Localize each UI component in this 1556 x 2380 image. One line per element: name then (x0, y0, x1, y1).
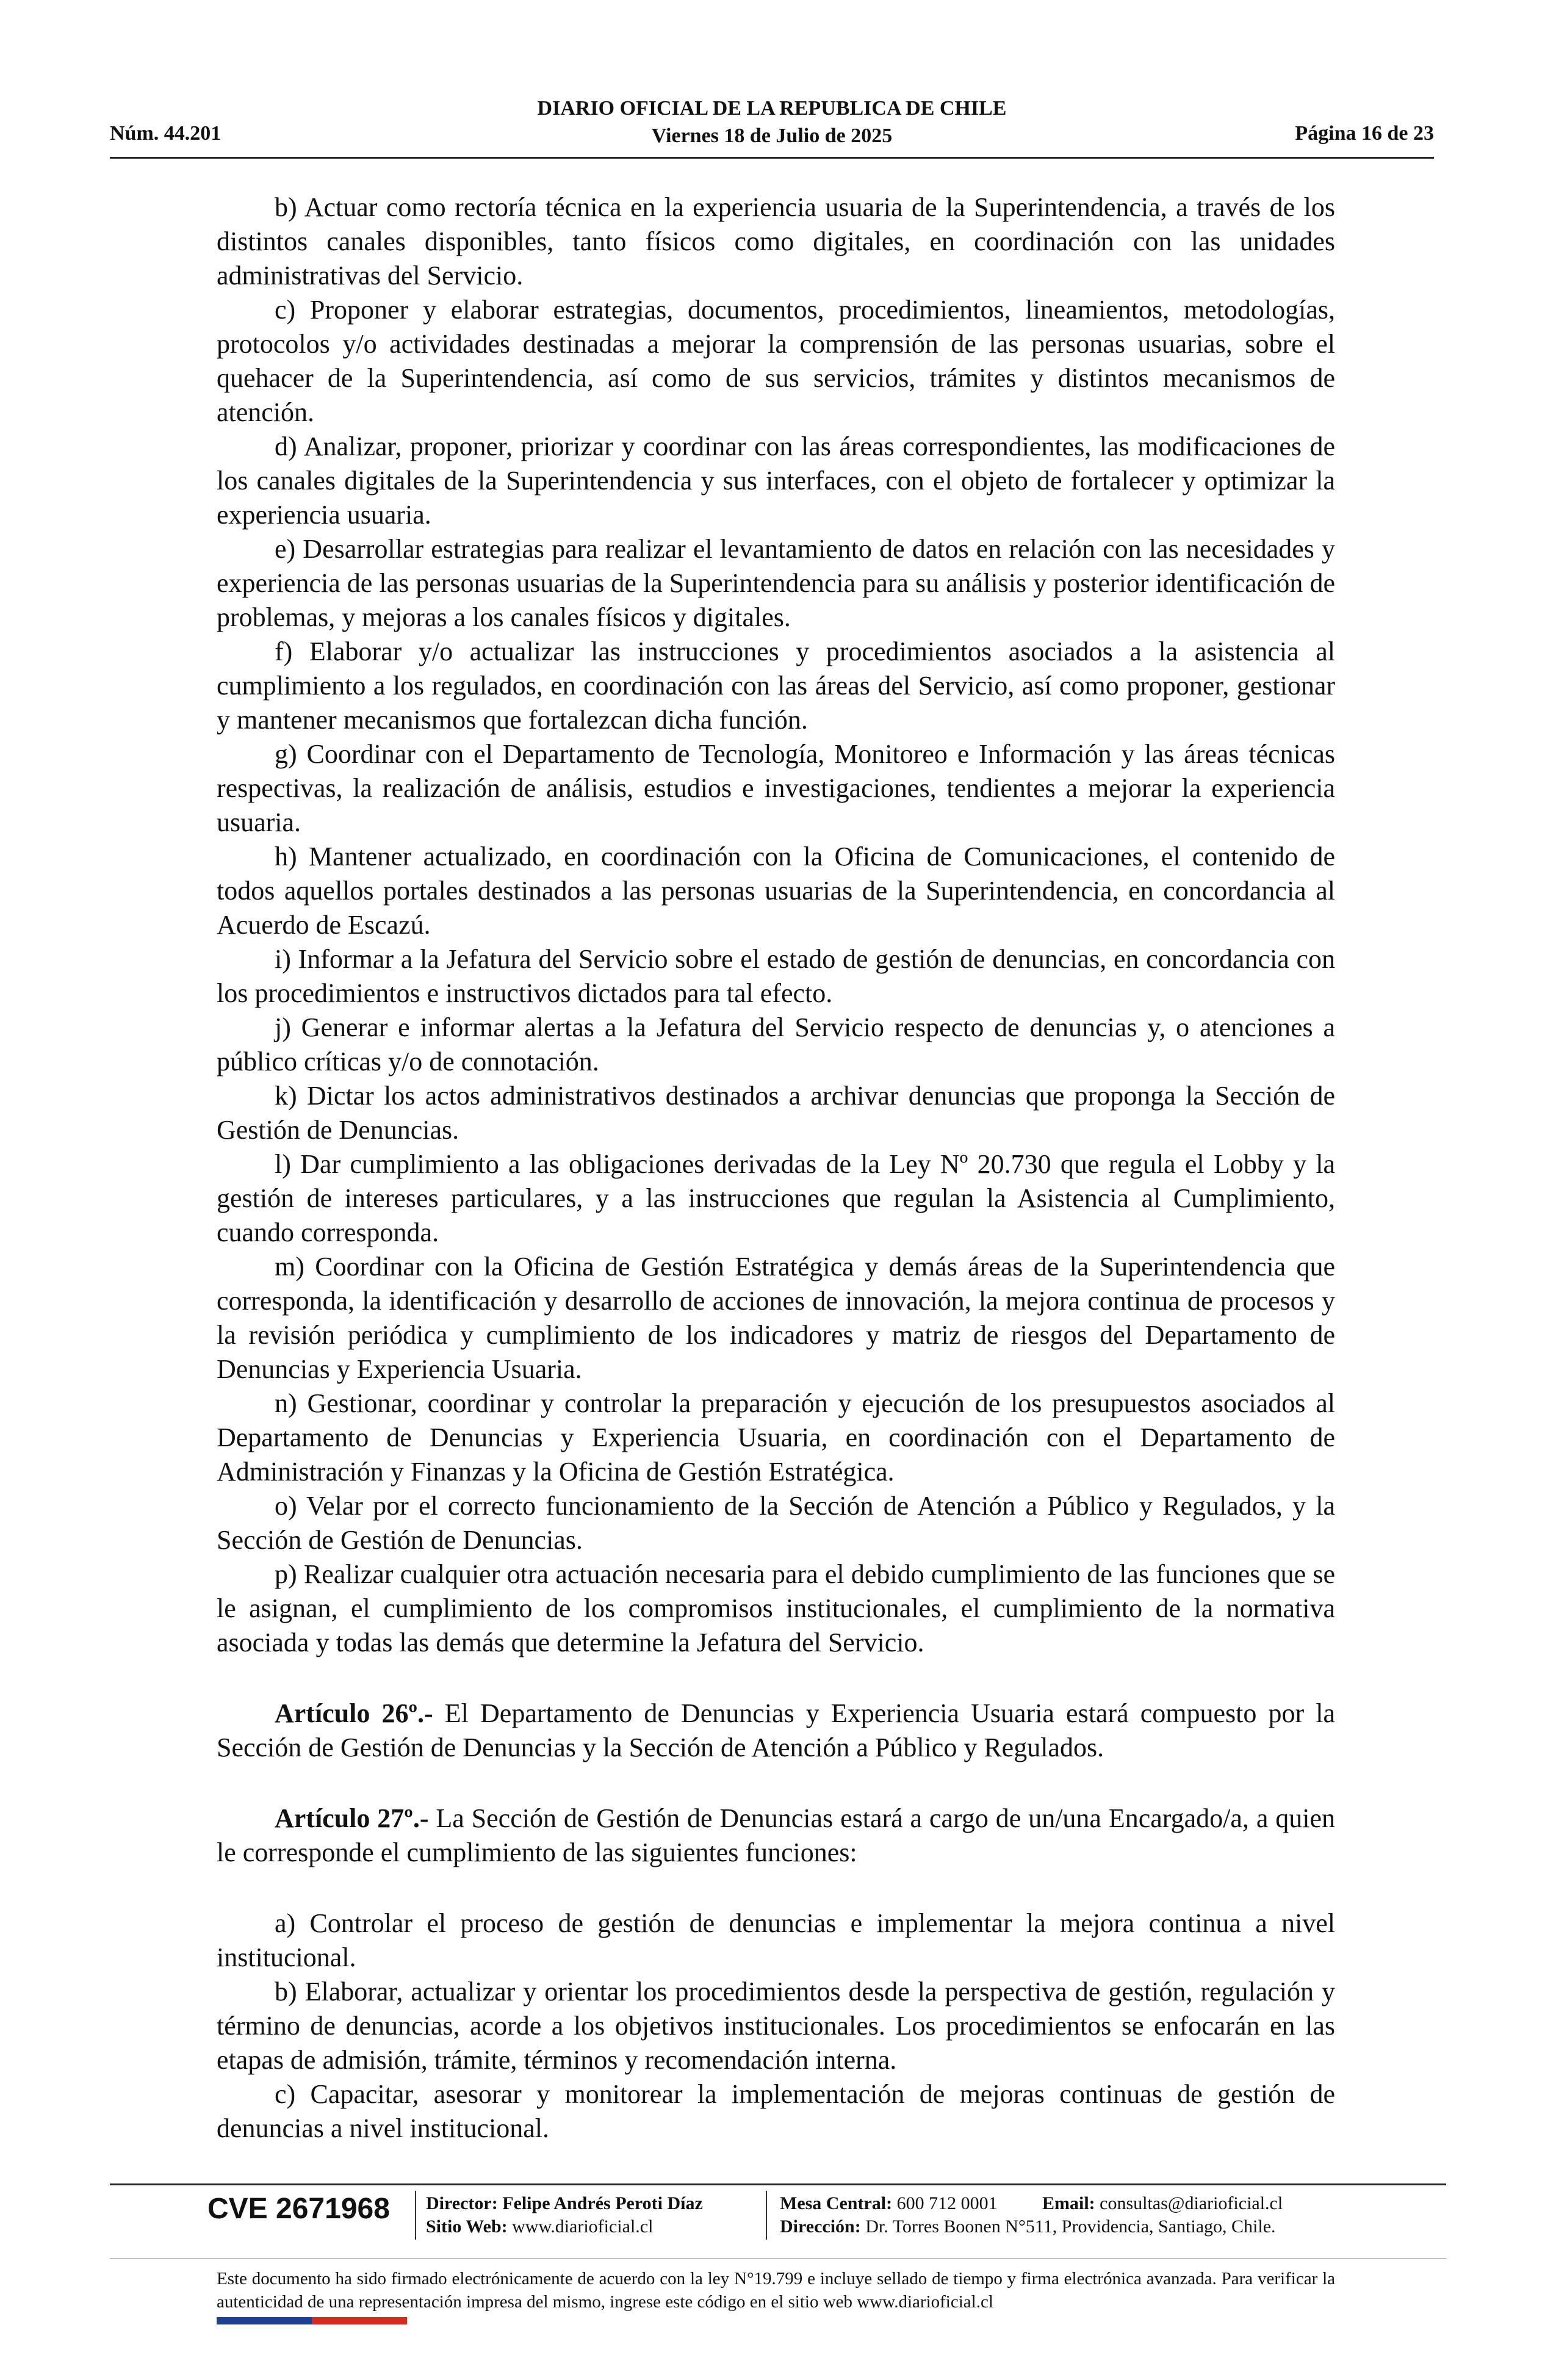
flag-blue-segment (217, 2317, 312, 2324)
paragraph-o: o) Velar por el correcto funcionamiento de la Sección de Atención a Público y Regulados, y la Sección de Gestión de Denuncias. (217, 1491, 1335, 1555)
page-number: Página 16 de 23 (1295, 122, 1434, 145)
article-27-text: La Sección de Gestión de Denuncias estará a cargo de un/una Encargado/a, a quien le corresponde el cumplimiento de las siguientes funciones: (217, 1803, 1335, 1867)
footer-divider (110, 2183, 1446, 2185)
publication-header (110, 95, 1434, 150)
footer-email-block (1042, 2192, 1283, 2215)
paragraph-f: f) Elaborar y/o actualizar las instrucciones y procedimientos asociados a la asistencia al cumplimiento a los regulados, en coordinación con las áreas del Servicio, así como proponer, gestionar y mantener mecanismos que fortalezcan dicha función. (217, 636, 1335, 735)
flag-color-bar (217, 2317, 407, 2324)
flag-red-segment (312, 2317, 407, 2324)
paragraph-n: n) Gestionar, coordinar y controlar la preparación y ejecución de los presupuestos asociados al Departamento de Denuncias y Experiencia Usuaria, en coordinación con el Departamento de Administración y Finanzas y la Oficina de Gestión Estratégica. (217, 1388, 1335, 1487)
email-link[interactable]: consultas@diarioficial.cl (1095, 2193, 1283, 2213)
paragraph-j: j) Generar e informar alertas a la Jefatura del Servicio respecto de denuncias y, o atenciones a público críticas y/o de connotación. (217, 1012, 1335, 1076)
paragraph-m: m) Coordinar con la Oficina de Gestión Estratégica y demás áreas de la Superintendencia que corresponda, la identificación y desarrollo de acciones de innovación, la mejora continua de procesos y la revisión periódica y cumplimiento de los indicadores y matriz de riesgos del Departamento de Denuncias y Experiencia Usuaria. (217, 1252, 1335, 1384)
mesa-label: Mesa Central: (780, 2193, 893, 2213)
paragraph-d: d) Analizar, proponer, priorizar y coordinar con las áreas correspondientes, las modificaciones de los canales digitales de la Superintendencia y sus interfaces, con el objeto de fortalecer y optimizar la experiencia usuaria. (217, 431, 1335, 530)
site-link[interactable]: www.diarioficial.cl (507, 2216, 654, 2237)
header-divider (110, 157, 1434, 159)
paragraph-l: l) Dar cumplimiento a las obligaciones derivadas de la Ley Nº 20.730 que regula el Lobby y la gestión de intereses particulares, y a las instrucciones que regulan la Asistencia al Cumplimiento, cuando corresponda. (217, 1149, 1335, 1247)
director-label: Director: (426, 2193, 498, 2213)
paragraph-e: e) Desarrollar estrategias para realizar el levantamiento de datos en relación con las necesidades y experiencia de las personas usuarias de la Superintendencia para su análisis y posterior identificación de problemas, y mejoras a los canales físicos y digitales. (217, 534, 1335, 632)
cve-code: CVE 2671968 (207, 2193, 390, 2225)
email-label: Email: (1042, 2193, 1095, 2213)
mesa-phone: 600 712 0001 (892, 2193, 998, 2213)
page-header (110, 92, 1434, 159)
footer-separator (766, 2191, 767, 2240)
article-26-text: El Departamento de Denuncias y Experiencia Usuaria estará compuesto por la Sección de Gestión de Denuncias y la Sección de Atención a Público y Regulados. (217, 1698, 1335, 1762)
publication-date: Viernes 18 de Julio de 2025 (651, 124, 893, 147)
footer-separator (415, 2191, 416, 2240)
paragraph-b: b) Actuar como rectoría técnica en la experiencia usuaria de la Superintendencia, a través de los distintos canales disponibles, tanto físicos como digitales, en coordinación con las unidades administrativas del Servicio. (217, 192, 1335, 290)
article-27-item-b: b) Elaborar, actualizar y orientar los procedimientos desde la perspectiva de gestión, regulación y término de denuncias, acorde a los objetivos institucionales. Los procedimientos se enfocarán en las etapas de admisión, trámite, términos y recomendación interna. (217, 1977, 1335, 2075)
paragraph-c: c) Proponer y elaborar estrategias, documentos, procedimientos, lineamientos, metodologías, protocolos y/o actividades destinadas a mejorar la comprensión de las personas usuarias, sobre el quehacer de la Superintendencia, así como de sus servicios, trámites y distintos mecanismos de atención. (217, 295, 1335, 427)
legal-notice: Este documento ha sido firmado electrónicamente de acuerdo con la ley N°19.799 e incluye sellado de tiempo y firma electrónica avanzada. Para verificar la autenticidad de una representación impresa del mismo, ingrese este código en el sitio web www.diarioficial.cl (217, 2269, 1335, 2312)
footer-director-block (426, 2192, 703, 2238)
paragraph-h: h) Mantener actualizado, en coordinación con la Oficina de Comunicaciones, el contenido de todos aquellos portales destinados a las personas usuarias de la Superintendencia, en concordancia al Acuerdo de Escazú. (217, 842, 1335, 940)
paragraph-p: p) Realizar cualquier otra actuación necesaria para el debido cumplimiento de las funciones que se le asignan, el cumplimiento de los compromisos institucionales, el cumplimiento de la normativa asociada y todas las demás que determine la Jefatura del Servicio. (217, 1559, 1335, 1657)
article-26-title: Artículo 26º.- (275, 1698, 433, 1728)
paragraph-k: k) Dictar los actos administrativos destinados a archivar denuncias que proponga la Sección de Gestión de Denuncias. (217, 1081, 1335, 1145)
publication-title: DIARIO OFICIAL DE LA REPUBLICA DE CHILE (537, 97, 1007, 120)
site-label: Sitio Web: (426, 2216, 508, 2237)
article-27 (217, 1801, 1335, 1870)
article-27-item-a: a) Controlar el proceso de gestión de denuncias e implementar la mejora continua a nivel institucional. (217, 1908, 1335, 1972)
article-27-item-c: c) Capacitar, asesorar y monitorear la implementación de mejoras continuas de gestión de denuncias a nivel institucional. (217, 2079, 1335, 2143)
issue-number: Núm. 44.201 (110, 122, 222, 145)
paragraph-i: i) Informar a la Jefatura del Servicio sobre el estado de gestión de denuncias, en concordancia con los procedimientos e instructivos dictados para tal efecto. (217, 944, 1335, 1008)
paragraph-g: g) Coordinar con el Departamento de Tecnología, Monitoreo e Información y las áreas técnicas respectivas, la realización de análisis, estudios e investigaciones, tendientes a mejorar la experiencia usuaria. (217, 739, 1335, 837)
director-name: Felipe Andrés Peroti Díaz (497, 2193, 703, 2213)
footer-divider-thin (110, 2258, 1446, 2259)
article-26 (217, 1697, 1335, 1765)
address-label: Dirección: (780, 2216, 861, 2237)
address-value: Dr. Torres Boonen N°511, Providencia, Santiago, Chile. (860, 2216, 1276, 2237)
document-body (217, 190, 1335, 2146)
article-27-title: Artículo 27º.- (275, 1803, 429, 1833)
